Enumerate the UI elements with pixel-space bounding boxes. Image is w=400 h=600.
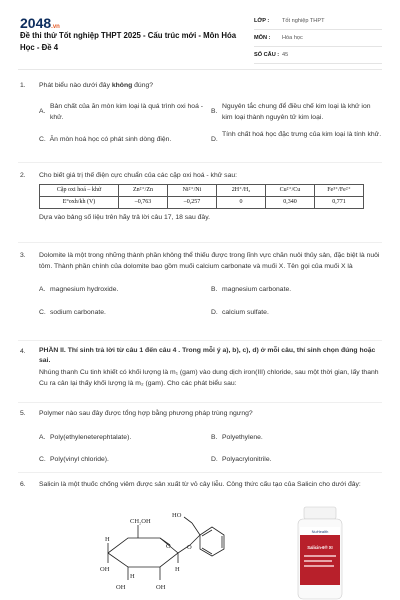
product-brand: NuHealth — [311, 529, 329, 534]
question-3 — [20, 250, 382, 328]
meta-row-class — [254, 13, 382, 30]
divider — [18, 340, 382, 341]
stem-text: đúng? — [132, 82, 154, 89]
stem-text: Phát biểu nào dưới đây — [39, 82, 112, 89]
option-c[interactable] — [39, 307, 106, 318]
question-number: 2. — [20, 172, 26, 179]
label-ho: HO — [172, 512, 182, 519]
option-d[interactable] — [211, 129, 400, 145]
option-letter: C. — [39, 309, 46, 316]
option-a[interactable] — [39, 284, 118, 295]
question-2 — [20, 170, 382, 223]
table-cell: –0,257 — [168, 197, 217, 209]
question-number: 4. — [20, 348, 26, 355]
meta-value: 45 — [282, 52, 289, 58]
option-text: Poly(vinyl chloride). — [50, 456, 109, 463]
option-text: Tính chất hoá học đặc trưng của kim loại là tính khử. — [222, 131, 382, 138]
label-h: H — [130, 573, 135, 580]
question-5 — [20, 408, 382, 475]
electrode-potential-table — [39, 184, 364, 209]
question-4 — [20, 346, 382, 389]
label-ch2oh: CH₂OH — [130, 518, 151, 525]
meta-row-count — [254, 47, 382, 64]
product-label: Salicin-6® XI — [307, 545, 333, 550]
logo — [20, 15, 60, 31]
meta-value: Hóa học — [282, 35, 303, 41]
question-number: 6. — [20, 481, 26, 488]
option-text: Nguyên tắc chung để điều chế kim loại là khử ion kim loại thành nguyên tử kim loại. — [222, 103, 371, 121]
option-letter: D. — [211, 309, 218, 316]
option-letter: B. — [211, 434, 218, 441]
label-oh: OH — [116, 584, 126, 591]
salicin-structure — [90, 505, 240, 600]
label-link-o: O — [187, 544, 192, 551]
table-cell: Zn²⁺/Zn — [119, 185, 168, 197]
options — [39, 91, 382, 153]
question-6 — [20, 479, 382, 490]
option-text: calcium sulfate. — [222, 309, 269, 316]
table-cell: Cu²⁺/Cu — [266, 185, 315, 197]
option-text: Polyethylene. — [222, 434, 263, 441]
option-letter: C. — [39, 136, 46, 143]
table-cell: Ni²⁺/Ni — [168, 185, 217, 197]
option-b[interactable] — [211, 432, 263, 443]
question-number: 3. — [20, 252, 26, 259]
meta-key: SỐ CÂU : — [254, 52, 280, 58]
question-note: Dựa vào bảng số liệu trên hãy trả lời câu 17, 18 sau đây. — [39, 214, 210, 221]
option-letter: A. — [39, 434, 46, 441]
stem-emphasis: không — [111, 82, 133, 89]
table-cell: 0,771 — [315, 197, 364, 209]
option-b[interactable] — [211, 284, 291, 295]
option-text: Poly(ethyleneterephtalate). — [50, 434, 132, 441]
header-divider — [18, 69, 382, 70]
divider — [18, 162, 382, 163]
logo-suffix: .vn — [51, 24, 60, 30]
section-heading: PHẦN II. Thí sinh trả lời từ câu 1 đến câu 4 . Trong mỗi ý a), b), c), d) ở mỗi câu, thí sinh chọn đúng hoặc sai. — [39, 347, 376, 364]
salicin-product-image — [290, 505, 350, 600]
option-letter: D. — [211, 456, 218, 463]
option-b[interactable] — [211, 101, 400, 123]
question-1 — [20, 80, 382, 153]
option-text: magnesium carbonate. — [222, 286, 292, 293]
table-cell: 0,340 — [266, 197, 315, 209]
label-h: H — [105, 536, 110, 543]
logo-main: 2048 — [20, 15, 52, 31]
question-stem: Nhúng thanh Cu tinh khiết có khối lượng là m₁ (gam) vào dung dịch iron(III) chloride, sau một thời gian, lấy thanh Cu ra cân lại thấy khối lượng là m₂ (gam). Cho các phát biểu sau: — [39, 369, 379, 387]
options — [39, 419, 382, 475]
meta-key: MÔN : — [254, 35, 271, 41]
table-cell: E°oxh/kh (V) — [40, 197, 119, 209]
divider — [18, 242, 382, 243]
table-cell: 0 — [217, 197, 266, 209]
question-number: 1. — [20, 82, 26, 89]
option-text: Polyacrylonitrile. — [222, 456, 272, 463]
option-letter: A. — [39, 286, 46, 293]
table-cell: Fe³⁺/Fe²⁺ — [315, 185, 364, 197]
label-oh: OH — [100, 566, 110, 573]
option-a[interactable] — [39, 432, 131, 443]
meta-row-subject — [254, 30, 382, 47]
option-text: magnesium hydroxide. — [50, 286, 119, 293]
exam-title: Đề thi thử Tốt nghiệp THPT 2025 - Cấu trúc mới - Môn Hóa Học - Đề 4 — [20, 31, 237, 52]
table-cell: 2H⁺/H₂ — [217, 185, 266, 197]
option-c[interactable] — [39, 134, 209, 145]
label-h: H — [175, 566, 180, 573]
option-letter: C. — [39, 456, 46, 463]
question-stem: Polymer nào sau đây được tổng hợp bằng phương pháp trùng ngưng? — [39, 410, 253, 417]
option-letter: D. — [211, 136, 218, 143]
option-c[interactable] — [39, 454, 109, 465]
option-letter: B. — [211, 286, 218, 293]
question-stem: Dolomite là một trong những thành phần không thể thiếu được trong lĩnh vực chăn nuôi thủy sản, đặc biệt là nuôi tôm. Thành phần chính của dolomite bao gồm muối calcium carbonate và muối X. Tên gọi của muối X là — [39, 252, 380, 270]
option-text: sodium carbonate. — [50, 309, 106, 316]
table-row — [40, 197, 364, 209]
option-text: Bản chất của ăn mòn kim loại là quá trình oxi hoá - khử. — [50, 103, 204, 121]
table-cell: –0,763 — [119, 197, 168, 209]
meta-value: Tốt nghiệp THPT — [282, 18, 325, 24]
option-d[interactable] — [211, 454, 271, 465]
question-stem: Salicin là một thuốc chống viêm được sản xuất từ vỏ cây liễu. Công thức cấu tạo của Salicin cho dưới đây: — [39, 481, 361, 488]
meta-key: LỚP : — [254, 18, 270, 24]
option-text: Ăn mòn hoá học có phát sinh dòng điện. — [49, 136, 172, 143]
question-number: 5. — [20, 410, 26, 417]
table-cell: Cặp oxi hoá – khử — [40, 185, 119, 197]
question-stem: Cho biết giá trị thế điện cực chuẩn của các cặp oxi hoá - khử sau: — [39, 172, 238, 179]
electrode-table-wrap — [39, 184, 382, 209]
question-stem — [39, 80, 382, 91]
label-oh: OH — [156, 584, 166, 591]
option-letter: A. — [39, 108, 46, 115]
label-ring-o: O — [166, 543, 171, 550]
table-row — [40, 185, 364, 197]
exam-meta — [254, 13, 382, 64]
option-a[interactable] — [39, 101, 209, 123]
option-d[interactable] — [211, 307, 269, 318]
option-letter: B. — [211, 108, 218, 115]
options — [39, 272, 382, 328]
divider — [18, 402, 382, 403]
divider — [18, 472, 382, 473]
